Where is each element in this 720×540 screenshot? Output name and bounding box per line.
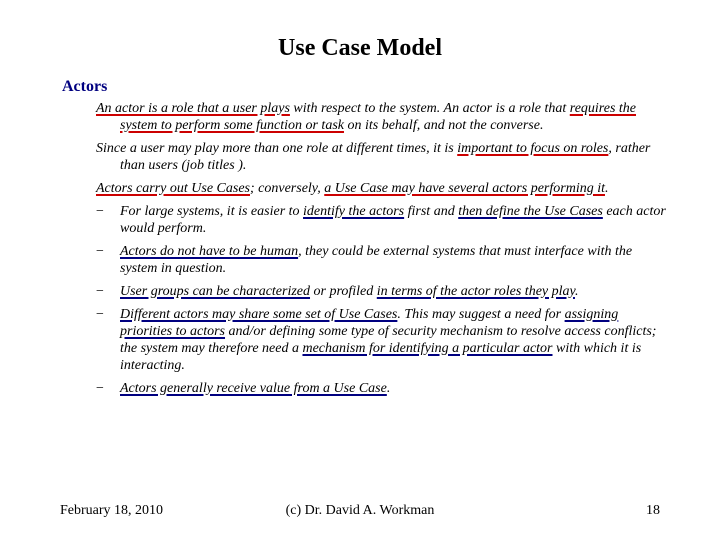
text-run: ; conversely, [250,181,325,196]
bullet-item [96,203,666,237]
emphasized-phrase: identify the actors [303,204,405,219]
emphasized-phrase: User groups can be characterized [120,284,311,299]
section-heading: Actors [62,78,108,95]
paragraph [96,180,666,197]
emphasized-phrase: Different actors may share some set of Use Cases [120,307,398,322]
emphasized-phrase: then define the Use Cases [458,204,603,219]
text-run: and/or defining some type of security mechanism to resolve access conflicts; the system may therefore need a [120,324,657,356]
emphasized-phrase: important to focus on roles [457,141,609,156]
bullet-list [96,203,666,397]
page-number: 18 [646,503,660,518]
text-run: on its behalf, and not the converse. [343,118,544,133]
bullet-item [96,243,666,277]
emphasized-phrase: Actors do not have to be human [120,244,299,259]
text-run: with respect to the system. An actor is a role that [289,101,570,116]
paragraph [96,100,666,134]
text-run: , they could be external systems that must interface with the system in question. [120,244,633,276]
text-run: . [386,381,391,396]
bullet-marker: − [96,204,104,219]
emphasized-phrase: An actor is a role that a user plays [96,101,290,116]
bullet-marker: − [96,284,104,299]
emphasized-phrase: requires the system to perform some function or task [120,101,636,133]
bullet-marker: − [96,307,104,322]
emphasized-phrase: Actors generally receive value from a Use Case [120,381,387,396]
text-run: . [604,181,609,196]
emphasized-phrase: assigning priorities to actors [120,307,619,339]
footer-date: February 18, 2010 [60,503,164,518]
slide-title: Use Case Model [278,35,442,61]
emphasized-phrase: Actors carry out Use Cases [96,181,250,196]
text-run: first and [404,204,459,219]
text-run: , rather than users (job titles ). [120,141,651,173]
bullet-marker: − [96,381,104,396]
text-run: . This may suggest a need for [397,307,565,322]
emphasized-phrase: a Use Case may have several actors performing it [324,181,605,196]
text-run: . [574,284,579,299]
bullet-item [96,283,666,300]
paragraph-list [96,100,666,197]
text-run: each actor would perform. [120,204,666,236]
footer-author: (c) Dr. David A. Workman [285,503,435,518]
slide-body [96,100,666,403]
text-run: Since a user may play more than one role at different times, it is [96,141,458,156]
bullet-item [96,380,666,397]
emphasized-phrase: mechanism for identifying a particular actor [302,341,553,356]
paragraph [96,140,666,174]
bullet-item [96,306,666,374]
text-run: with which it is interacting. [120,341,642,373]
text-run: or profiled [310,284,377,299]
text-run: For large systems, it is easier to [120,204,304,219]
emphasized-phrase: in terms of the actor roles they play [376,284,575,299]
bullet-marker: − [96,244,104,259]
